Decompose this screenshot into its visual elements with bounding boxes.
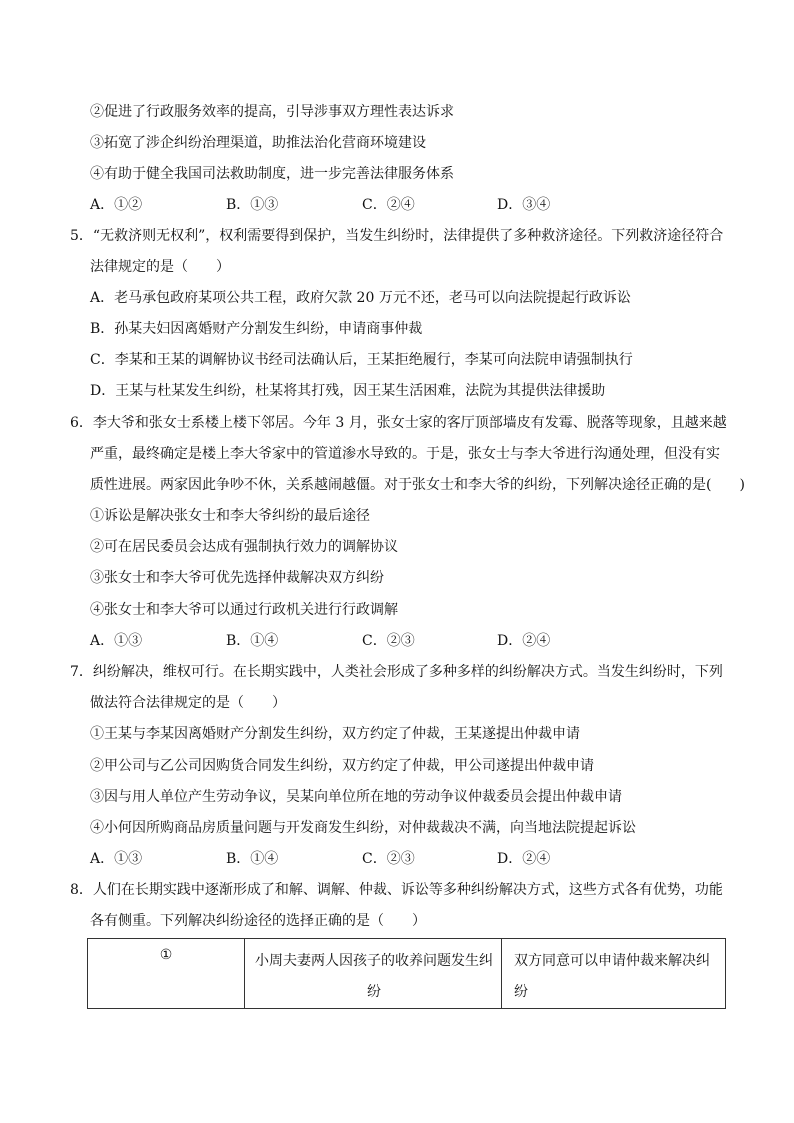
q6-stem-line-3: 质性进展。两家因此争吵不休，关系越闹越僵。对于张女士和李大爷的纠纷，下列解决途径正确的是( ) (90, 477, 745, 493)
q6-stem-line-1: 6．李大爷和张女士系楼上楼下邻居。今年 3 月，张女士家的客厅顶部墙皮有发霉、脱落等现象，且越来越 (70, 415, 727, 431)
q5-choice-b: B．孙某夫妇因离婚财产分割发生纠纷，申请商事仲裁 (90, 321, 423, 337)
q8-row-case (245, 939, 502, 1009)
q8-table (87, 938, 726, 1009)
q7-option-b: B．①④ (226, 851, 279, 867)
q5-choice-c: C．李某和王某的调解协议书经司法确认后，王某拒绝履行，李某可向法院申请强制执行 (90, 352, 633, 368)
q4-option-d: D．③④ (497, 197, 551, 213)
q7-option-a: A．①③ (90, 851, 143, 867)
q5-stem-line-2: 法律规定的是（ ） (90, 259, 230, 275)
q4-option-c: C．②④ (362, 197, 415, 213)
q5-choice-d: D．王某与杜某发生纠纷，杜某将其打残，因王某生活困难，法院为其提供法律援助 (90, 383, 606, 399)
q7-statement-3: ③因与用人单位产生劳动争议，吴某向单位所在地的劳动争议仲裁委员会提出仲裁申请 (90, 789, 622, 805)
q7-stem-line-1: 7．纠纷解决，维权可行。在长期实践中，人类社会形成了多种多样的纠纷解决方式。当发生纠纷时，下列 (70, 664, 723, 680)
q6-statement-2: ②可在居民委员会达成有强制执行效力的调解协议 (90, 539, 398, 555)
q6-statement-3: ③张女士和李大爷可优先选择仲裁解决双方纠纷 (90, 570, 384, 586)
q7-option-c: C．②③ (362, 851, 415, 867)
q7-option-d: D．②④ (497, 851, 551, 867)
q6-option-a: A．①③ (90, 633, 143, 649)
q6-stem-line-2: 严重，最终确定是楼上李大爷家中的管道渗水导致的。于是，张女士与李大爷进行沟通处理，但没有实 (90, 446, 720, 462)
q4-statement-2: ②促进了行政服务效率的提高，引导涉事双方理性表达诉求 (90, 104, 454, 120)
q6-statement-4: ④张女士和李大爷可以通过行政机关进行行政调解 (90, 602, 398, 618)
q7-statement-4: ④小何因所购商品房质量问题与开发商发生纠纷，对仲裁裁决不满，向当地法院提起诉讼 (90, 820, 636, 836)
q4-statement-3: ③拓宽了涉企纠纷治理渠道，助推法治化营商环境建设 (90, 135, 426, 151)
q8-row-case-line-1: 小周夫妻两人因孩子的收养问题发生纠 (255, 953, 493, 969)
q5-stem-line-1: 5．“无救济则无权利”，权利需要得到保护，当发生纠纷时，法律提供了多种救济途径。下列救济途径符合 (70, 228, 724, 244)
q4-option-b: B．①③ (226, 197, 279, 213)
q6-option-d: D．②④ (497, 633, 551, 649)
q4-statement-4: ④有助于健全我国司法救助制度，进一步完善法律服务体系 (90, 166, 454, 182)
q7-statement-1: ①王某与李某因离婚财产分割发生纠纷，双方约定了仲裁，王某遂提出仲裁申请 (90, 726, 580, 742)
table-row (88, 939, 726, 1009)
q6-option-c: C．②③ (362, 633, 415, 649)
q7-stem-line-2: 做法符合法律规定的是（ ） (90, 695, 286, 711)
q8-row-approach: 双方同意可以申请仲裁来解决纠纷 (502, 939, 726, 1009)
q8-row-case-line-2: 纷 (367, 984, 381, 1000)
q8-stem-line-1: 8．人们在长期实践中逐渐形成了和解、调解、仲裁、诉讼等多种纠纷解决方式，这些方式各有优势，功能 (70, 882, 723, 898)
q4-option-a: A．①② (90, 197, 143, 213)
q7-statement-2: ②甲公司与乙公司因购货合同发生纠纷，双方约定了仲裁，甲公司遂提出仲裁申请 (90, 758, 594, 774)
q8-row-number: ① (88, 939, 245, 1009)
q6-statement-1: ①诉讼是解决张女士和李大爷纠纷的最后途径 (90, 508, 370, 524)
q8-stem-line-2: 各有侧重。下列解决纠纷途径的选择正确的是（ ） (90, 913, 426, 929)
q5-choice-a: A．老马承包政府某项公共工程，政府欠款 20 万元不还，老马可以向法院提起行政诉讼 (90, 290, 631, 306)
q6-option-b: B．①④ (226, 633, 279, 649)
